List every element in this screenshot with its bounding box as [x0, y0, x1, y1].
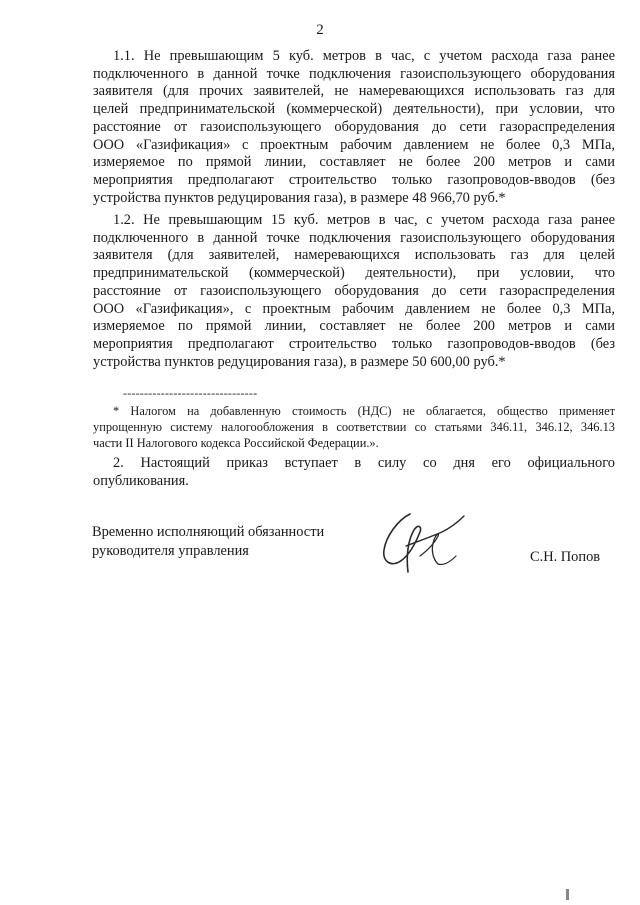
text-line: целей предпринимательской (коммерческой) деятельности), при условии, что — [93, 101, 615, 118]
text-line: ООО «Газификация», с проектным рабочим давлением не более 0,3 МПа, — [93, 300, 615, 317]
text-line: опубликования. — [93, 472, 189, 489]
footnote-separator: -------------------------------- — [123, 386, 258, 400]
text-line: устройства пунктов редуцирования газа), в размере 50 600,00 руб.* — [93, 353, 506, 370]
footnote-line: * Налогом на добавленную стоимость (НДС) не облагается, общество применяет — [113, 404, 615, 418]
text-line: 2. Настоящий приказ вступает в силу со дня его официального — [113, 455, 615, 471]
text-line: 1.2. Не превышающим 15 куб. метров в час, с учетом расхода газа ранее — [113, 212, 615, 228]
text-line: измеряемое по прямой линии, составляет не более 200 метров и сами — [93, 318, 615, 335]
scan-artifact — [566, 889, 569, 900]
text-line: ООО «Газификация» с проектным рабочим давлением не более 0,3 МПа, — [93, 136, 615, 153]
signatory-title — [92, 523, 324, 561]
signatory-name: С.Н. Попов — [530, 549, 601, 565]
text-line: предпринимательской (коммерческой) деятельности), при условии, что — [93, 265, 615, 282]
text-line: 1.1. Не превышающим 5 куб. метров в час, с учетом расхода газа ранее — [113, 48, 615, 64]
footnote-line: части II Налогового кодекса Российской Федерации.». — [93, 436, 379, 450]
text-line: расстояние от газоиспользующего оборудования до сети газораспределения — [93, 118, 615, 135]
text-line: устройства пунктов редуцирования газа), в размере 48 966,70 руб.* — [93, 189, 506, 206]
text-line: расстояние от газоиспользующего оборудования до сети газораспределения — [93, 282, 615, 299]
footnote — [93, 403, 615, 451]
text-line: заявителя (для прочих заявителей, не намеревающихся использовать газ для — [93, 83, 615, 100]
text-line: мероприятия предполагают строительство только газопроводов-вводов (без — [93, 171, 615, 188]
paragraph-1-2 — [93, 212, 615, 371]
text-line: подключенного в данной точке подключения газоиспользующего оборудования — [93, 65, 615, 82]
text-line: измеряемое по прямой линии, составляет не более 200 метров и сами — [93, 154, 615, 171]
handwritten-signature — [376, 506, 471, 581]
text-line: заявителя (для заявителей, намеревающихся использовать газ для целей — [93, 247, 615, 264]
signatory-title-line: Временно исполняющий обязанности — [92, 524, 325, 540]
text-line: подключенного в данной точке подключения газоиспользующего оборудования — [93, 229, 615, 246]
footnote-line: упрощенную систему налогообложения в соответствии со статьями 346.11, 346.12, 346.13 — [93, 420, 615, 434]
paragraph-1-1 — [93, 48, 615, 207]
text-line: мероприятия предполагают строительство только газопроводов-вводов (без — [93, 335, 615, 352]
page-number: 2 — [316, 22, 324, 38]
paragraph-2 — [93, 455, 615, 490]
signatory-title-line: руководителя управления — [92, 543, 249, 559]
